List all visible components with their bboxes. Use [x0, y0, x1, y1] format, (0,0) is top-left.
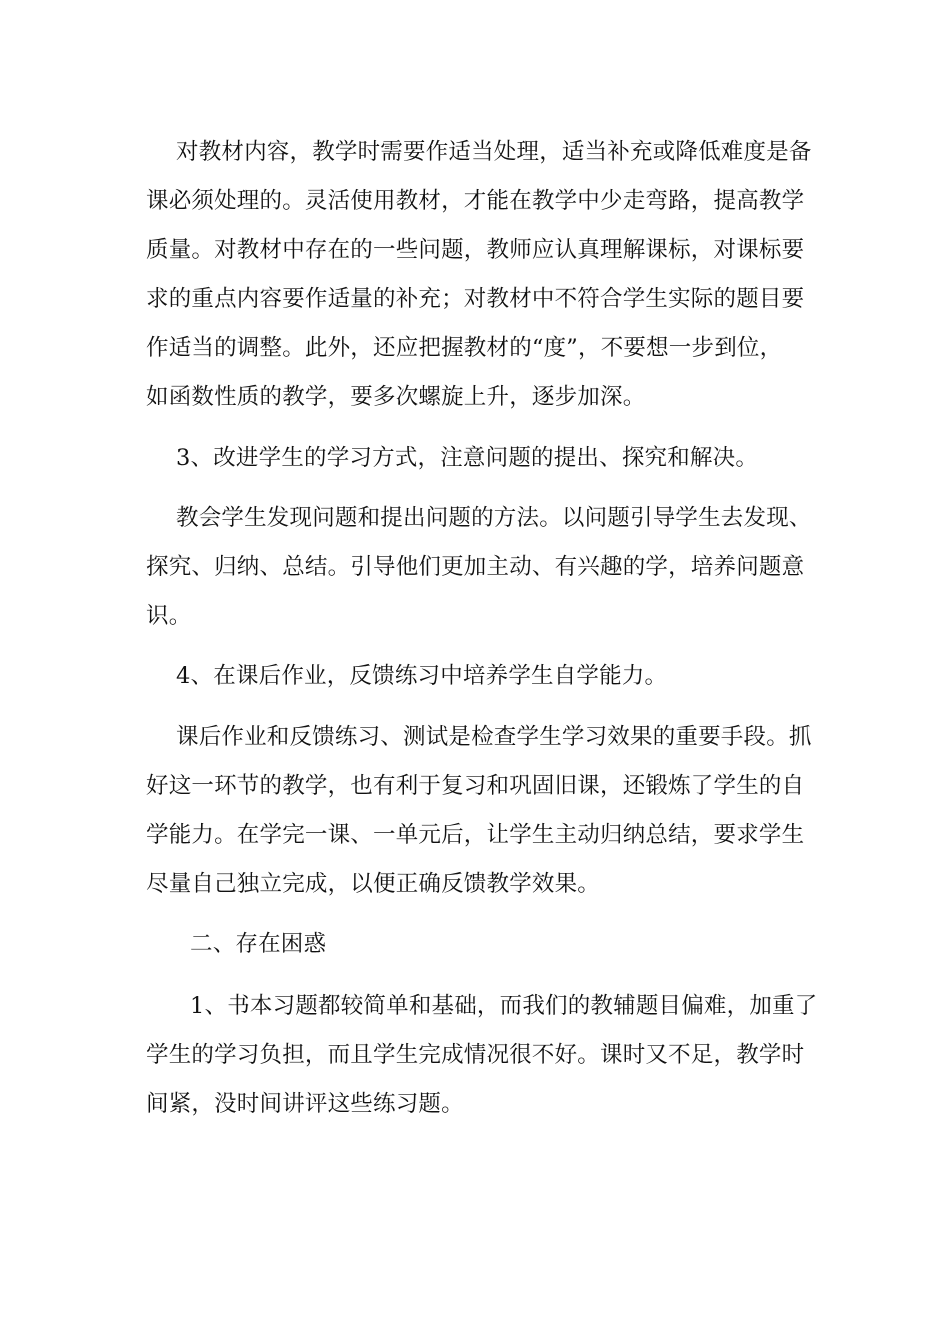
heading-item-3 [146, 434, 806, 483]
paragraph-homework [146, 713, 812, 909]
heading-line: 二、存在困惑 [190, 931, 327, 957]
paragraph-line: 作适当的调整。此外，还应把握教材的“度”，不要想一步到位， [146, 335, 783, 361]
paragraph-confusion-1 [146, 982, 818, 1129]
section-heading-confusion [146, 920, 806, 969]
paragraph-line: 质量。对教材中存在的一些问题，教师应认真理解课标，对课标要 [146, 237, 805, 263]
paragraph-line: 间紧，没时间讲评这些练习题。 [146, 1091, 464, 1117]
paragraph-line: 教会学生发现问题和提出问题的方法。以问题引导学生去发现、 [176, 505, 812, 531]
paragraph-line: 如函数性质的教学，要多次螺旋上升，逐步加深。 [146, 384, 646, 410]
paragraph-line: 学生的学习负担，而且学生完成情况很不好。课时又不足，教学时 [146, 1042, 805, 1068]
paragraph-line: 1、书本习题都较简单和基础，而我们的教辅题目偏难，加重了 [190, 993, 818, 1019]
paragraph-question-method [146, 494, 812, 641]
paragraph-line: 好这一环节的教学，也有利于复习和巩固旧课，还锻炼了学生的自 [146, 773, 805, 799]
heading-item-4 [146, 652, 806, 701]
paragraph-textbook-handling [146, 128, 812, 422]
paragraph-line: 探究、归纳、总结。引导他们更加主动、有兴趣的学，培养问题意 [146, 554, 805, 580]
heading-line: 3、改进学生的学习方式，注意问题的提出、探究和解决。 [176, 445, 759, 471]
paragraph-line: 课必须处理的。灵活使用教材，才能在教学中少走弯路，提高教学 [146, 188, 805, 214]
paragraph-line: 课后作业和反馈练习、测试是检查学生学习效果的重要手段。抓 [176, 724, 812, 750]
heading-line: 4、在课后作业，反馈练习中培养学生自学能力。 [176, 663, 668, 689]
paragraph-line: 识。 [146, 603, 192, 629]
paragraph-line: 学能力。在学完一课、一单元后，让学生主动归纳总结，要求学生 [146, 822, 805, 848]
paragraph-line: 尽量自己独立完成，以便正确反馈教学效果。 [146, 871, 601, 897]
paragraph-line: 求的重点内容要作适量的补充；对教材中不符合学生实际的题目要 [146, 286, 805, 312]
paragraph-line: 对教材内容，教学时需要作适当处理，适当补充或降低难度是备 [176, 139, 812, 165]
